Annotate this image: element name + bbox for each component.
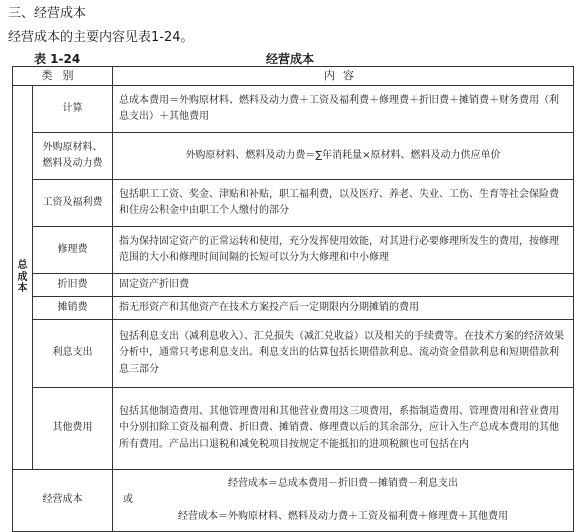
formula-1: 经营成本＝总成本费用－折旧费－摊销费－利息支出 [228,477,458,489]
operating-cost-table [12,66,574,532]
row-content: 指为保持固定资产的正常运转和使用，充分发挥使用效能，对其进行必要修理所发生的费用，按修理范围的大小和修理时间间隔的长短可以分为大修理和中小修理 [113,227,574,274]
row-content: 包括职工工资、奖金、津贴和补贴，职工福利费，以及医疗、养老、失业、工伤、生育等社会保险费和住房公积金中由职工个人缴付的部分 [113,180,574,227]
row-name: 其他费用 [33,388,113,470]
table-title: 经营成本 [266,52,315,66]
row-content: 总成本费用＝外购原材料、燃料及动力费＋工资及福利费＋修理费＋折旧费＋摊销费＋财务费用（利息支出）＋其他费用 [113,86,574,133]
group-char: 成 [17,271,28,283]
intro-text: 经营成本的主要内容见表1-24。 [8,30,194,45]
row-name: 利息支出 [33,320,113,388]
row-name: 折旧费 [33,274,113,297]
group-char: 总 [17,260,28,272]
table-row [13,297,574,320]
header-category: 类别 [13,67,113,86]
table-row [13,180,574,227]
table-row [13,133,574,180]
row-content: 外购原材料、燃料及动力费＝∑年消耗量×原材料、燃料及动力供应单价 [113,133,574,180]
table-number: 表 1-24 [34,52,81,66]
row-name: 摊销费 [33,297,113,320]
formula-or: 或 [123,494,133,506]
row-name: 外购原材料、燃料及动力费 [33,133,113,180]
table-row [13,274,574,297]
table-row-operating-cost [13,470,574,532]
table-row [13,320,574,388]
row-content: 包括其他制造费用、其他管理费用和其他营业费用这三项费用，系指制造费用、管理费用和营业费用中分别扣除工资及福利费、折旧费、摊销费、修理费以后的其余部分，应计入生产总成本费用的其他所有费用。产品出口退税和减免税项目按规定不能抵扣的进项税额也可包括在内 [113,388,574,470]
group-label-total-cost [13,86,33,470]
table-header-row [13,67,574,86]
row-name: 计算 [33,86,113,133]
row-name: 经营成本 [13,470,113,532]
section-heading: 三、经营成本 [8,6,87,21]
row-name: 修理费 [33,227,113,274]
row-content: 包括利息支出（减利息收入）、汇兑损失（减汇兑收益）以及相关的手续费等。在技术方案的经济效果分析中，通常只考虑利息支出。利息支出的估算包括长期借款利息、流动资金借款利息和短期借款利息三部分 [113,320,574,388]
group-char: 本 [17,283,28,295]
row-name: 工资及福利费 [33,180,113,227]
table-row [13,227,574,274]
row-content: 固定资产折旧费 [113,274,574,297]
formula-2: 经营成本＝外购原材料、燃料及动力费＋工资及福利费＋修理费＋其他费用 [178,510,508,522]
row-content: 指无形资产和其他资产在技术方案投产后一定期限内分期摊销的费用 [113,297,574,320]
header-content: 内容 [113,67,574,86]
table-row [13,388,574,470]
table-row [13,86,574,133]
row-content [113,470,574,532]
